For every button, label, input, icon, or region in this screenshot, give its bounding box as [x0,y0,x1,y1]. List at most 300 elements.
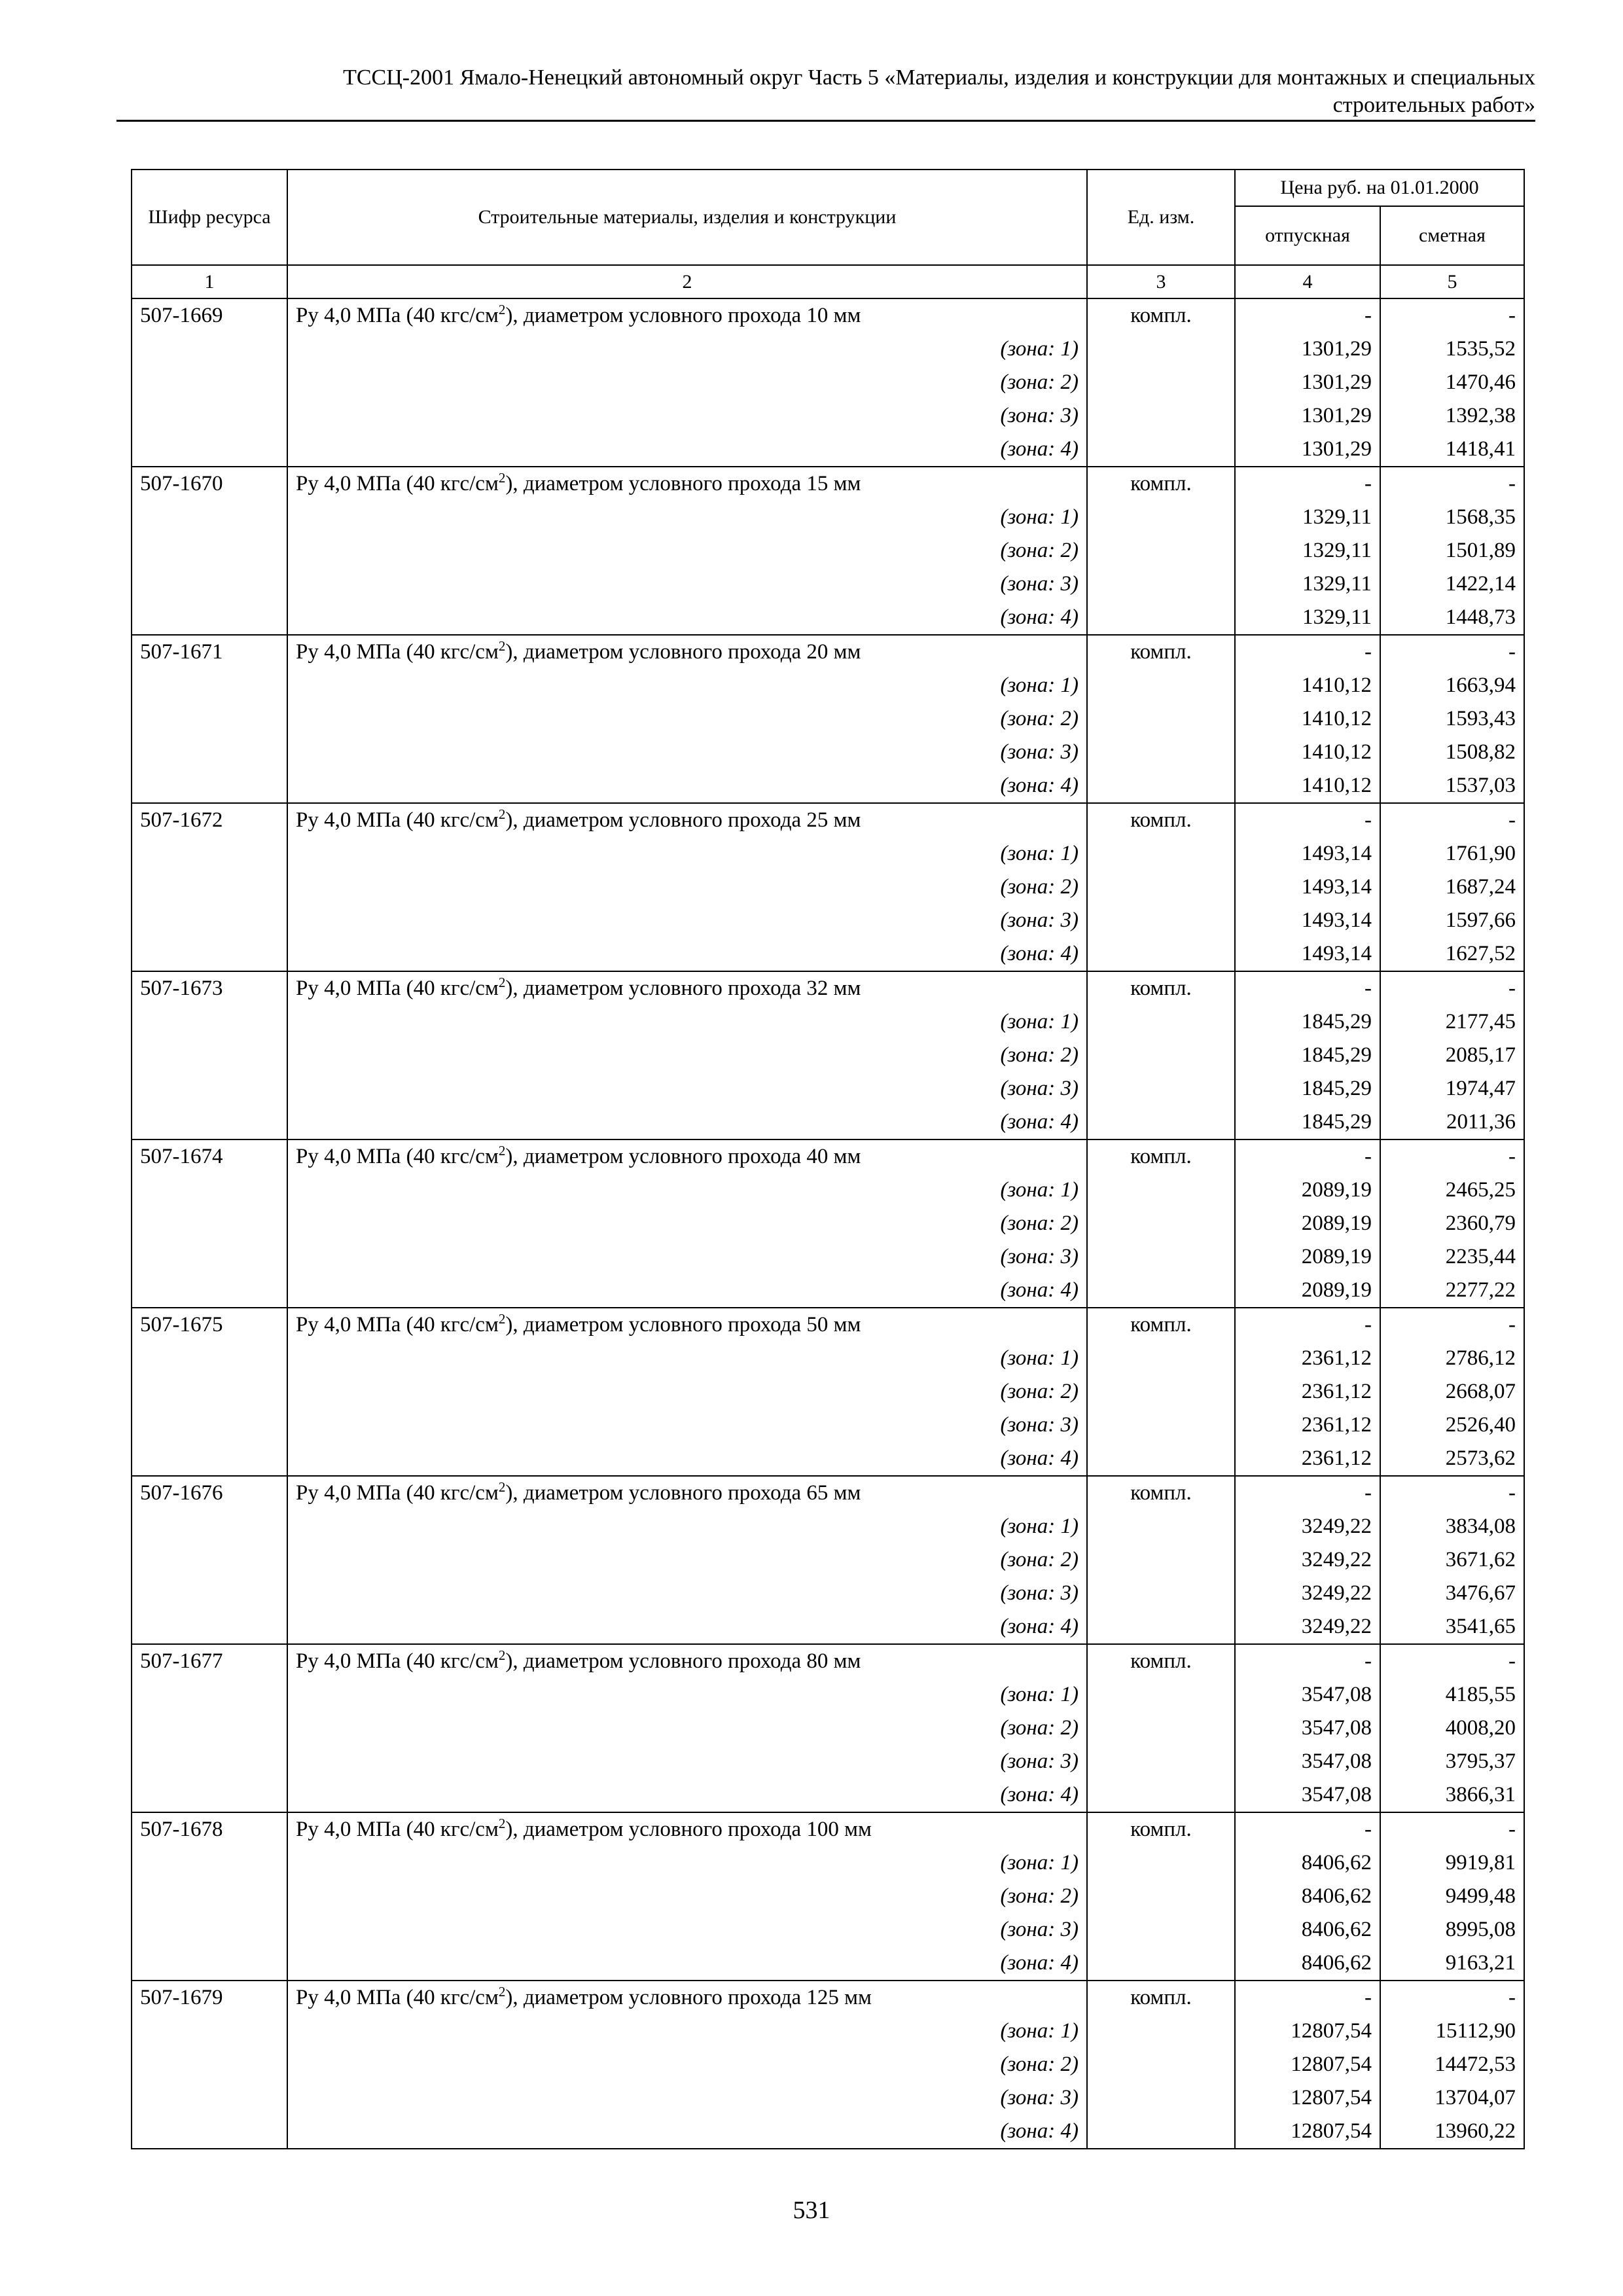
price-estimate-dash: - [1380,1812,1524,1846]
price-estimate: 4008,20 [1380,1712,1524,1745]
empty-cell [132,1174,287,1207]
price-estimate: 1392,38 [1380,399,1524,433]
resource-entry [132,971,1524,1139]
empty-cell [1087,433,1235,467]
price-release: 3547,08 [1235,1745,1380,1778]
price-release-dash: - [1235,298,1380,332]
price-estimate: 13960,22 [1380,2115,1524,2149]
price-estimate: 1422,14 [1380,567,1524,601]
zone-row [132,769,1524,803]
price-release: 3249,22 [1235,1543,1380,1577]
empty-cell [1087,1072,1235,1105]
empty-cell [1087,1005,1235,1039]
table-row [132,1139,1524,1174]
zone-row [132,1678,1524,1712]
empty-cell [1087,1678,1235,1712]
zone-label: (зона: 3) [287,2081,1087,2115]
empty-cell [132,332,287,366]
empty-cell [132,1240,287,1274]
empty-cell [1087,501,1235,534]
zone-label: (зона: 1) [287,837,1087,870]
price-release: 3249,22 [1235,1610,1380,1644]
price-estimate: 3795,37 [1380,1745,1524,1778]
zone-label: (зона: 2) [287,366,1087,399]
resource-entry [132,1812,1524,1981]
resource-name [287,1308,1087,1342]
empty-cell [132,937,287,971]
header-unit: Ед. изм. [1087,170,1235,265]
table-row [132,298,1524,332]
name-prefix: Ру 4,0 МПа (40 кгс/см [296,1145,499,1168]
empty-cell [1087,1240,1235,1274]
price-release: 8406,62 [1235,1846,1380,1880]
price-estimate: 3541,65 [1380,1610,1524,1644]
price-release: 2361,12 [1235,1442,1380,1476]
empty-cell [1087,399,1235,433]
zone-row [132,433,1524,467]
empty-cell [1087,669,1235,702]
zone-label: (зона: 4) [287,1105,1087,1139]
zone-row [132,2048,1524,2081]
zone-row [132,1880,1524,1913]
unit-of-measure: компл. [1087,1644,1235,1678]
name-suffix: ), диаметром условного прохода 32 мм [505,977,861,1000]
empty-cell [132,1408,287,1442]
price-estimate: 1537,03 [1380,769,1524,803]
zone-label: (зона: 2) [287,1207,1087,1240]
price-estimate-dash: - [1380,1644,1524,1678]
empty-cell [132,2048,287,2081]
unit-of-measure: компл. [1087,1981,1235,2015]
zone-row [132,736,1524,769]
zone-label: (зона: 1) [287,1342,1087,1375]
zone-row [132,1946,1524,1981]
empty-cell [132,669,287,702]
price-estimate: 3476,67 [1380,1577,1524,1610]
price-estimate: 15112,90 [1380,2015,1524,2048]
price-release-dash: - [1235,1812,1380,1846]
empty-cell [1087,601,1235,635]
price-estimate: 2085,17 [1380,1039,1524,1072]
resource-entry [132,1981,1524,2149]
zone-label: (зона: 1) [287,1005,1087,1039]
empty-cell [1087,1105,1235,1139]
empty-cell [1087,567,1235,601]
resource-entry [132,1476,1524,1644]
name-prefix: Ру 4,0 МПа (40 кгс/см [296,640,499,664]
resource-code: 507-1675 [132,1308,287,1342]
empty-cell [132,433,287,467]
price-release: 1301,29 [1235,366,1380,399]
price-release: 2361,12 [1235,1342,1380,1375]
header-price-group: Цена руб. на 01.01.2000 [1235,170,1524,206]
table-row [132,1476,1524,1510]
empty-cell [1087,2015,1235,2048]
empty-cell [132,399,287,433]
zone-row [132,1274,1524,1308]
price-release: 12807,54 [1235,2115,1380,2149]
empty-cell [1087,1778,1235,1812]
zone-row [132,1510,1524,1543]
price-release: 1301,29 [1235,399,1380,433]
price-release: 1329,11 [1235,567,1380,601]
price-release: 3249,22 [1235,1577,1380,1610]
unit-of-measure: компл. [1087,1308,1235,1342]
resource-name [287,1644,1087,1678]
resource-price-table [131,169,1525,2149]
empty-cell [1087,837,1235,870]
unit-of-measure: компл. [1087,803,1235,837]
table-row [132,635,1524,669]
zone-label: (зона: 4) [287,1274,1087,1308]
empty-cell [1087,1342,1235,1375]
header-price-release: отпускная [1235,206,1380,265]
price-release: 1493,14 [1235,937,1380,971]
zone-label: (зона: 3) [287,1240,1087,1274]
price-release: 3249,22 [1235,1510,1380,1543]
empty-cell [1087,332,1235,366]
empty-cell [132,1610,287,1644]
empty-cell [1087,1442,1235,1476]
table-row [132,467,1524,501]
name-suffix: ), диаметром условного прохода 40 мм [505,1145,861,1168]
zone-label: (зона: 4) [287,1946,1087,1981]
zone-row [132,1778,1524,1812]
price-estimate: 9919,81 [1380,1846,1524,1880]
empty-cell [132,1745,287,1778]
price-release-dash: - [1235,1139,1380,1174]
name-prefix: Ру 4,0 МПа (40 кгс/см [296,472,499,495]
zone-label: (зона: 2) [287,870,1087,904]
price-release-dash: - [1235,1476,1380,1510]
empty-cell [1087,1610,1235,1644]
name-superscript: 2 [498,1816,506,1831]
price-release: 2089,19 [1235,1207,1380,1240]
empty-cell [132,1913,287,1946]
empty-cell [132,1072,287,1105]
price-release: 1301,29 [1235,332,1380,366]
unit-of-measure: компл. [1087,1812,1235,1846]
empty-cell [132,769,287,803]
zone-label: (зона: 4) [287,769,1087,803]
price-estimate-dash: - [1380,1981,1524,2015]
column-number: 2 [287,265,1087,298]
name-suffix: ), диаметром условного прохода 125 мм [505,1986,872,2009]
header-code: Шифр ресурса [132,170,287,265]
zone-row [132,702,1524,736]
empty-cell [1087,769,1235,803]
table-row [132,1981,1524,2015]
unit-of-measure: компл. [1087,467,1235,501]
price-estimate: 14472,53 [1380,2048,1524,2081]
name-suffix: ), диаметром условного прохода 65 мм [505,1481,861,1505]
empty-cell [132,1778,287,1812]
price-estimate: 1508,82 [1380,736,1524,769]
name-superscript: 2 [498,470,506,486]
zone-row [132,1375,1524,1408]
zone-row [132,332,1524,366]
unit-of-measure: компл. [1087,298,1235,332]
name-superscript: 2 [498,1479,506,1495]
name-suffix: ), диаметром условного прохода 100 мм [505,1818,872,1841]
price-estimate-dash: - [1380,635,1524,669]
price-estimate-dash: - [1380,467,1524,501]
column-number: 5 [1380,265,1524,298]
price-estimate: 1974,47 [1380,1072,1524,1105]
zone-label: (зона: 1) [287,1678,1087,1712]
empty-cell [1087,1745,1235,1778]
zone-row [132,567,1524,601]
empty-cell [1087,1408,1235,1442]
price-estimate: 1470,46 [1380,366,1524,399]
empty-cell [132,1039,287,1072]
zone-label: (зона: 2) [287,2048,1087,2081]
zone-label: (зона: 4) [287,937,1087,971]
name-prefix: Ру 4,0 МПа (40 кгс/см [296,1313,499,1336]
price-estimate: 4185,55 [1380,1678,1524,1712]
zone-label: (зона: 1) [287,1846,1087,1880]
price-estimate-dash: - [1380,298,1524,332]
price-release: 1845,29 [1235,1072,1380,1105]
price-estimate: 2177,45 [1380,1005,1524,1039]
price-release: 2361,12 [1235,1375,1380,1408]
price-release: 1845,29 [1235,1039,1380,1072]
zone-row [132,1005,1524,1039]
zone-row [132,534,1524,567]
empty-cell [1087,1375,1235,1408]
zone-label: (зона: 1) [287,1510,1087,1543]
empty-cell [1087,2081,1235,2115]
empty-cell [132,1712,287,1745]
zone-row [132,904,1524,937]
zone-row [132,1913,1524,1946]
resource-entry [132,467,1524,635]
name-prefix: Ру 4,0 МПа (40 кгс/см [296,1818,499,1841]
zone-label: (зона: 1) [287,2015,1087,2048]
zone-label: (зона: 2) [287,534,1087,567]
price-release-dash: - [1235,1644,1380,1678]
zone-row [132,1846,1524,1880]
price-estimate: 3834,08 [1380,1510,1524,1543]
name-suffix: ), диаметром условного прохода 25 мм [505,808,861,832]
price-release: 2089,19 [1235,1274,1380,1308]
price-estimate: 1501,89 [1380,534,1524,567]
zone-row [132,1342,1524,1375]
resource-code: 507-1669 [132,298,287,332]
zone-label: (зона: 2) [287,1712,1087,1745]
name-superscript: 2 [498,638,506,654]
price-estimate: 2360,79 [1380,1207,1524,1240]
price-estimate: 1761,90 [1380,837,1524,870]
zone-row [132,937,1524,971]
resource-name [287,1476,1087,1510]
empty-cell [132,1342,287,1375]
empty-cell [132,837,287,870]
price-release: 12807,54 [1235,2081,1380,2115]
resource-entry [132,635,1524,803]
zone-label: (зона: 3) [287,1072,1087,1105]
price-release: 1493,14 [1235,837,1380,870]
zone-label: (зона: 3) [287,1913,1087,1946]
price-estimate: 1663,94 [1380,669,1524,702]
empty-cell [132,1846,287,1880]
price-estimate: 1448,73 [1380,601,1524,635]
zone-row [132,2015,1524,2048]
resource-code: 507-1673 [132,971,287,1005]
resource-code: 507-1677 [132,1644,287,1678]
price-release: 1410,12 [1235,736,1380,769]
empty-cell [132,1577,287,1610]
price-release: 12807,54 [1235,2015,1380,2048]
zone-label: (зона: 1) [287,1174,1087,1207]
column-number: 4 [1235,265,1380,298]
empty-cell [132,2115,287,2149]
empty-cell [1087,1207,1235,1240]
zone-label: (зона: 3) [287,1577,1087,1610]
empty-cell [1087,1543,1235,1577]
resource-entry [132,1644,1524,1812]
empty-cell [1087,366,1235,399]
empty-cell [1087,904,1235,937]
zone-label: (зона: 2) [287,1543,1087,1577]
price-estimate: 3671,62 [1380,1543,1524,1577]
resource-code: 507-1676 [132,1476,287,1510]
zone-label: (зона: 4) [287,2115,1087,2149]
price-release: 1329,11 [1235,534,1380,567]
empty-cell [132,1274,287,1308]
zone-row [132,1442,1524,1476]
resource-entry [132,1308,1524,1476]
price-estimate-dash: - [1380,803,1524,837]
price-estimate: 3866,31 [1380,1778,1524,1812]
price-release: 1845,29 [1235,1105,1380,1139]
empty-cell [132,1543,287,1577]
zone-row [132,669,1524,702]
resource-name [287,298,1087,332]
price-estimate-dash: - [1380,1139,1524,1174]
zone-label: (зона: 2) [287,1375,1087,1408]
price-estimate: 2011,36 [1380,1105,1524,1139]
price-estimate: 1687,24 [1380,870,1524,904]
zone-row [132,837,1524,870]
resource-name [287,635,1087,669]
price-estimate: 9499,48 [1380,1880,1524,1913]
price-release: 3547,08 [1235,1778,1380,1812]
empty-cell [132,1442,287,1476]
empty-cell [1087,2115,1235,2149]
price-estimate: 1535,52 [1380,332,1524,366]
resource-code: 507-1679 [132,1981,287,2015]
name-suffix: ), диаметром условного прохода 50 мм [505,1313,861,1336]
table-row [132,1644,1524,1678]
price-release-dash: - [1235,467,1380,501]
empty-cell [1087,1577,1235,1610]
name-prefix: Ру 4,0 МПа (40 кгс/см [296,1481,499,1505]
empty-cell [132,736,287,769]
table-row [132,971,1524,1005]
empty-cell [1087,1039,1235,1072]
empty-cell [132,1678,287,1712]
zone-row [132,1610,1524,1644]
name-prefix: Ру 4,0 МПа (40 кгс/см [296,977,499,1000]
price-release: 12807,54 [1235,2048,1380,2081]
name-suffix: ), диаметром условного прохода 80 мм [505,1649,861,1673]
empty-cell [132,870,287,904]
empty-cell [132,1946,287,1981]
document-header [116,64,1535,119]
empty-cell [132,1375,287,1408]
empty-cell [132,2015,287,2048]
unit-of-measure: компл. [1087,971,1235,1005]
name-prefix: Ру 4,0 МПа (40 кгс/см [296,1649,499,1673]
price-release-dash: - [1235,971,1380,1005]
zone-label: (зона: 2) [287,1880,1087,1913]
price-estimate-dash: - [1380,1476,1524,1510]
unit-of-measure: компл. [1087,1476,1235,1510]
name-superscript: 2 [498,1143,506,1158]
price-release: 1410,12 [1235,669,1380,702]
empty-cell [1087,736,1235,769]
empty-cell [132,1207,287,1240]
name-prefix: Ру 4,0 МПа (40 кгс/см [296,304,499,327]
resource-name [287,467,1087,501]
price-release: 1493,14 [1235,870,1380,904]
price-estimate: 9163,21 [1380,1946,1524,1981]
price-release: 1410,12 [1235,702,1380,736]
resource-name [287,971,1087,1005]
price-release: 1329,11 [1235,601,1380,635]
empty-cell [1087,870,1235,904]
price-estimate: 2573,62 [1380,1442,1524,1476]
price-estimate: 1597,66 [1380,904,1524,937]
zone-label: (зона: 3) [287,1745,1087,1778]
name-prefix: Ру 4,0 МПа (40 кгс/см [296,808,499,832]
zone-row [132,1712,1524,1745]
price-estimate-dash: - [1380,1308,1524,1342]
zone-row [132,870,1524,904]
price-release: 2089,19 [1235,1240,1380,1274]
zone-label: (зона: 4) [287,1442,1087,1476]
zone-label: (зона: 4) [287,1610,1087,1644]
empty-cell [1087,1913,1235,1946]
price-release: 1493,14 [1235,904,1380,937]
price-estimate: 1418,41 [1380,433,1524,467]
unit-of-measure: компл. [1087,1139,1235,1174]
resource-entry [132,803,1524,971]
price-release-dash: - [1235,1981,1380,2015]
price-release: 1410,12 [1235,769,1380,803]
empty-cell [132,2081,287,2115]
table-row [132,1308,1524,1342]
header-price-estimate: сметная [1380,206,1524,265]
unit-of-measure: компл. [1087,635,1235,669]
name-prefix: Ру 4,0 МПа (40 кгс/см [296,1986,499,2009]
zone-row [132,1207,1524,1240]
zone-row [132,1039,1524,1072]
zone-row [132,1543,1524,1577]
header-line-1: ТССЦ-2001 Ямало-Ненецкий автономный округ Часть 5 «Материалы, изделия и конструкции для монтажных и специальных [343,65,1535,90]
resource-entry [132,1139,1524,1308]
resource-code: 507-1671 [132,635,287,669]
price-estimate: 1627,52 [1380,937,1524,971]
empty-cell [1087,2048,1235,2081]
resource-code: 507-1670 [132,467,287,501]
page-number: 531 [793,2197,830,2224]
empty-cell [1087,1846,1235,1880]
empty-cell [132,1880,287,1913]
price-release: 1329,11 [1235,501,1380,534]
zone-row [132,1072,1524,1105]
